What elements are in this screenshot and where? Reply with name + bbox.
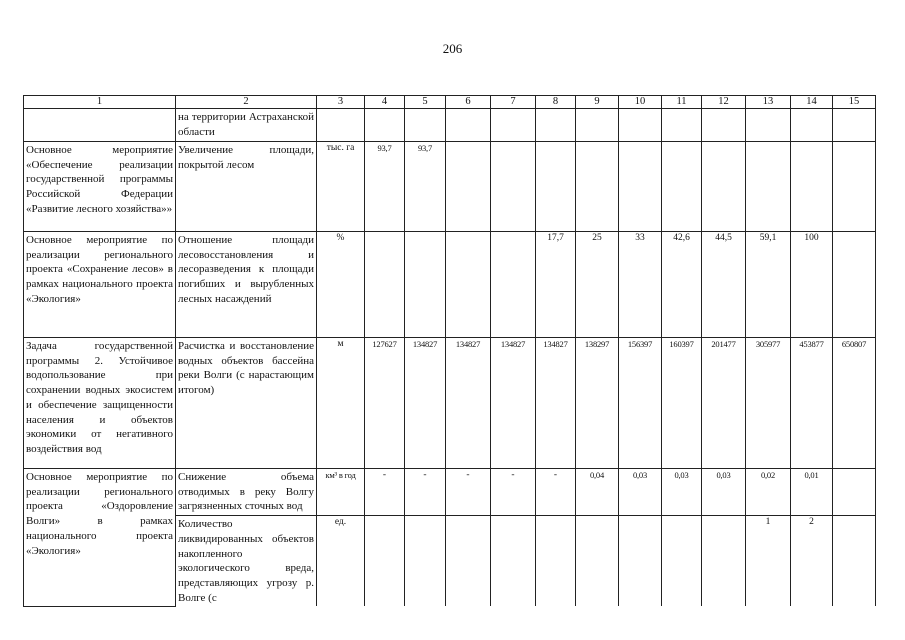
value-cell bbox=[536, 516, 576, 607]
value-cell: 134827 bbox=[491, 338, 536, 469]
value-cell: 201477 bbox=[702, 338, 746, 469]
value-cell: 134827 bbox=[446, 338, 491, 469]
column-header: 4 bbox=[365, 96, 405, 109]
value-cell: 160397 bbox=[662, 338, 702, 469]
row-title: Основное мероприятие по реализации регионального проекта «Оздоровление Волги» в рамках национального проекта «Экология» bbox=[24, 469, 176, 607]
value-cell bbox=[446, 109, 491, 142]
value-cell bbox=[619, 109, 662, 142]
value-cell: - bbox=[365, 469, 405, 516]
table-row bbox=[24, 469, 876, 516]
value-cell bbox=[536, 109, 576, 142]
value-cell: 156397 bbox=[619, 338, 662, 469]
column-header: 9 bbox=[576, 96, 619, 109]
value-cell bbox=[833, 232, 876, 338]
table-row bbox=[24, 142, 876, 232]
column-header: 3 bbox=[317, 96, 365, 109]
column-header: 5 bbox=[405, 96, 446, 109]
value-cell bbox=[576, 516, 619, 607]
value-cell: 44,5 bbox=[702, 232, 746, 338]
value-cell bbox=[619, 142, 662, 232]
value-cell: 0,01 bbox=[791, 469, 833, 516]
value-cell: - bbox=[405, 469, 446, 516]
value-cell: 33 bbox=[619, 232, 662, 338]
value-cell bbox=[365, 109, 405, 142]
value-cell bbox=[746, 109, 791, 142]
column-header: 15 bbox=[833, 96, 876, 109]
table-row bbox=[24, 338, 876, 469]
value-cell bbox=[405, 109, 446, 142]
indicator-table bbox=[23, 95, 876, 607]
column-header: 13 bbox=[746, 96, 791, 109]
value-cell bbox=[365, 516, 405, 607]
value-cell bbox=[491, 142, 536, 232]
column-header: 10 bbox=[619, 96, 662, 109]
column-header: 6 bbox=[446, 96, 491, 109]
unit-cell: км³ в год bbox=[317, 469, 365, 516]
value-cell bbox=[446, 516, 491, 607]
column-header: 1 bbox=[24, 96, 176, 109]
row-title: Основное мероприятие по реализации регионального проекта «Сохранение лесов» в рамках национального проекта «Экология» bbox=[24, 232, 176, 338]
value-cell: - bbox=[491, 469, 536, 516]
value-cell bbox=[576, 109, 619, 142]
value-cell: 453877 bbox=[791, 338, 833, 469]
indicator-name: на территории Астраханской области bbox=[176, 109, 317, 142]
value-cell bbox=[491, 232, 536, 338]
value-cell: 17,7 bbox=[536, 232, 576, 338]
value-cell bbox=[619, 516, 662, 607]
table-row bbox=[24, 232, 876, 338]
row-title: Основное мероприятие «Обеспечение реализации государственной программы Российской Федерации «Развитие лесного хозяйства»» bbox=[24, 142, 176, 232]
value-cell: 0,03 bbox=[619, 469, 662, 516]
row-title: Задача государственной программы 2. Устойчивое водопользование при сохранении водных экосистем и обеспечение защищенности населения и объектов экономики от негативного воздействия вод bbox=[24, 338, 176, 469]
value-cell: 2 bbox=[791, 516, 833, 607]
value-cell: 650807 bbox=[833, 338, 876, 469]
table-row bbox=[24, 109, 876, 142]
value-cell: 100 bbox=[791, 232, 833, 338]
unit-cell: % bbox=[317, 232, 365, 338]
value-cell bbox=[491, 109, 536, 142]
value-cell: - bbox=[446, 469, 491, 516]
page-number: 206 bbox=[442, 41, 463, 56]
value-cell bbox=[791, 142, 833, 232]
value-cell bbox=[662, 142, 702, 232]
value-cell bbox=[662, 516, 702, 607]
value-cell bbox=[833, 142, 876, 232]
value-cell: 0,03 bbox=[702, 469, 746, 516]
column-header: 14 bbox=[791, 96, 833, 109]
value-cell bbox=[536, 142, 576, 232]
value-cell: 134827 bbox=[405, 338, 446, 469]
column-header: 8 bbox=[536, 96, 576, 109]
indicator-name: Расчистка и восстановление водных объектов бассейна реки Волги (с нарастающим итогом) bbox=[176, 338, 317, 469]
value-cell bbox=[662, 109, 702, 142]
value-cell: 0,02 bbox=[746, 469, 791, 516]
value-cell bbox=[491, 516, 536, 607]
value-cell bbox=[446, 142, 491, 232]
value-cell: 138297 bbox=[576, 338, 619, 469]
unit-cell: м bbox=[317, 338, 365, 469]
value-cell bbox=[833, 516, 876, 607]
value-cell: - bbox=[536, 469, 576, 516]
value-cell: 305977 bbox=[746, 338, 791, 469]
value-cell: 0,03 bbox=[662, 469, 702, 516]
value-cell bbox=[405, 232, 446, 338]
value-cell bbox=[365, 232, 405, 338]
column-header: 2 bbox=[176, 96, 317, 109]
value-cell bbox=[746, 142, 791, 232]
value-cell bbox=[405, 516, 446, 607]
value-cell: 127627 bbox=[365, 338, 405, 469]
value-cell: 93,7 bbox=[365, 142, 405, 232]
indicator-name: Снижение объема отводимых в реку Волгу загрязненных сточных вод bbox=[176, 469, 317, 516]
column-header: 7 bbox=[491, 96, 536, 109]
value-cell: 42,6 bbox=[662, 232, 702, 338]
value-cell bbox=[833, 469, 876, 516]
table-header-row bbox=[24, 96, 876, 109]
column-header: 12 bbox=[702, 96, 746, 109]
value-cell: 25 bbox=[576, 232, 619, 338]
unit-cell: тыс. га bbox=[317, 142, 365, 232]
value-cell: 1 bbox=[746, 516, 791, 607]
column-header: 11 bbox=[662, 96, 702, 109]
value-cell: 0,04 bbox=[576, 469, 619, 516]
indicator-name: Количество ликвидированных объектов накопленного экологического вреда, представляющих угрозу р. Волге (с bbox=[176, 516, 317, 607]
value-cell: 59,1 bbox=[746, 232, 791, 338]
row-title bbox=[24, 109, 176, 142]
value-cell bbox=[702, 516, 746, 607]
indicator-name: Отношение площади лесовосстановления и лесоразведения к площади погибших и вырубленных лесных насаждений bbox=[176, 232, 317, 338]
value-cell bbox=[702, 109, 746, 142]
value-cell bbox=[446, 232, 491, 338]
indicator-name: Увеличение площади, покрытой лесом bbox=[176, 142, 317, 232]
value-cell: 93,7 bbox=[405, 142, 446, 232]
value-cell bbox=[791, 109, 833, 142]
unit-cell: ед. bbox=[317, 516, 365, 607]
unit-cell bbox=[317, 109, 365, 142]
value-cell bbox=[833, 109, 876, 142]
value-cell: 134827 bbox=[536, 338, 576, 469]
value-cell bbox=[576, 142, 619, 232]
value-cell bbox=[702, 142, 746, 232]
